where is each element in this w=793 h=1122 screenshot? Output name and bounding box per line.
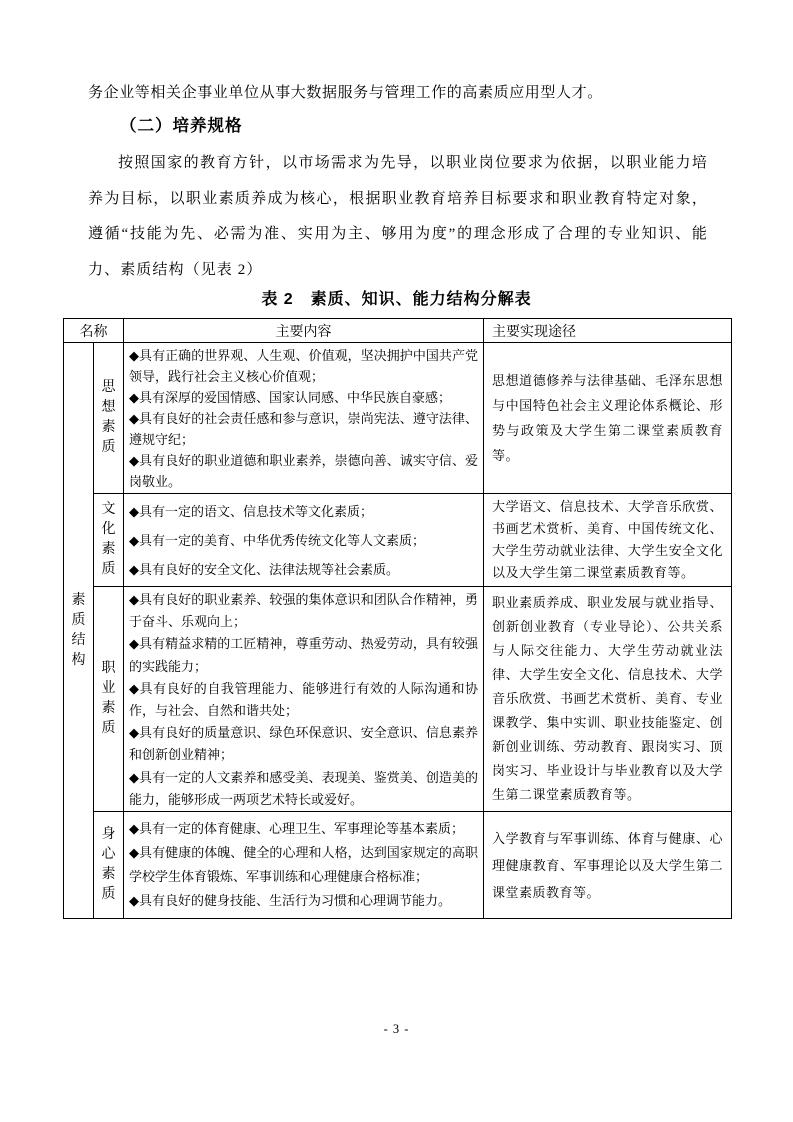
content-cell — [124, 587, 484, 812]
section-heading: （二）培养规格 — [120, 117, 243, 135]
table-title: 表 2 素质、知识、能力结构分解表 — [261, 291, 532, 308]
bullet-item: ◆具有良好的安全文化、法律法规等社会素质。 — [129, 561, 399, 577]
content-cell — [124, 343, 484, 494]
approach-cell — [484, 812, 732, 919]
bullet-item: ◆具有一定的美育、中华优秀传统文化等人文素质； — [129, 532, 425, 548]
category-cell — [94, 343, 124, 494]
quality-structure-table — [63, 318, 732, 919]
category-label: 职业素质 — [101, 661, 116, 736]
group-label-cell — [64, 343, 94, 919]
bullet-item: ◆具有精益求精的工匠精神，尊重劳动、热爱劳动，具有较强的实践能力； — [129, 636, 478, 674]
table-row-ideological-quality — [64, 343, 732, 494]
bullet-item: ◆具有良好的质量意识、绿色环保意识、安全意识、信息素养和创新创业精神； — [129, 725, 478, 763]
category-cell — [94, 494, 124, 587]
body-paragraph: 按照国家的教育方针，以市场需求为先导，以职业岗位要求为依据，以职业能力培养为目标，以职业素质养成为核心，根据职业教育培养目标要求和职业教育特定对象，遵循“技能为先、必需为准、实用为主、够用为度”的理念形成了合理的专业知识、能力、素质结构（见表 2） — [88, 155, 708, 278]
bullet-item: ◆具有健康的体魄、健全的心理和人格，达到国家规定的高职学校学生体育锻炼、军事训练和心理健康合格标准； — [129, 845, 478, 884]
bullet-item: ◆具有良好的职业道德和职业素养，崇德向善、诚实守信、爱岗敬业。 — [129, 453, 478, 489]
category-label: 文化素质 — [101, 502, 116, 577]
bullet-item: ◆具有正确的世界观、人生观、价值观，坚决拥护中国共产党领导，践行社会主义核心价值观； — [129, 348, 478, 384]
bullet-item: ◆具有良好的社会责任感和参与意识，崇尚宪法、遵守法律、遵规守纪； — [129, 411, 478, 447]
approach-text: 大学语文、信息技术、大学音乐欣赏、书画艺术赏析、美育、中国传统文化、大学生劳动就业法律、大学生安全文化以及大学生第二课堂素质教育等。 — [492, 499, 723, 580]
bullet-item: ◆具有一定的人文素养和感受美、表现美、鉴赏美、创造美的能力，能够形成一两项艺术特长或爱好。 — [129, 769, 478, 807]
bullet-list — [129, 589, 478, 809]
header-cell-approach: 主要实现途径 — [484, 319, 732, 343]
content-cell — [124, 494, 484, 587]
approach-text: 思想道德修养与法律基础、毛泽东思想与中国特色社会主义理论体系概论、形势与政策及大学生第二课堂素质教育等。 — [492, 373, 723, 463]
bullet-item: ◆具有良好的健身技能、生活行为习惯和心理调节能力。 — [129, 893, 451, 908]
approach-cell — [484, 494, 732, 587]
bullet-item: ◆具有一定的体育健康、心理卫生、军事理论等基本素质； — [129, 821, 464, 836]
body-paragraph-continuation: 务企业等相关企事业单位从事大数据服务与管理工作的高素质应用型人才。 — [88, 85, 603, 101]
table-row-professional-quality — [64, 587, 732, 812]
header-cell-name: 名称 — [64, 319, 124, 343]
approach-text: 入学教育与军事训练、体育与健康、心理健康教育、军事理论以及大学生第二课堂素质教育等。 — [492, 830, 723, 900]
bullet-item: ◆具有良好的自我管理能力、能够进行有效的人际沟通和协作，与社会、自然和谐共处； — [129, 680, 478, 719]
content-cell — [124, 812, 484, 919]
category-label: 身心素质 — [101, 827, 116, 902]
table-row-cultural-quality — [64, 494, 732, 587]
category-cell — [94, 812, 124, 919]
approach-cell — [484, 587, 732, 812]
table-row-physical-mental-quality — [64, 812, 732, 919]
header-cell-content: 主要内容 — [124, 319, 484, 343]
group-label: 素质结构 — [71, 592, 86, 668]
approach-cell — [484, 343, 732, 494]
bullet-list — [129, 497, 478, 584]
bullet-item: ◆具有一定的语文、信息技术等文化素质； — [129, 503, 373, 519]
category-cell — [94, 587, 124, 812]
page-number: - 3 - — [383, 1022, 410, 1036]
bullet-item: ◆具有深厚的爱国情感、国家认同感、中华民族自豪感； — [129, 390, 451, 405]
bullet-list — [129, 345, 478, 491]
bullet-item: ◆具有良好的职业素养、较强的集体意识和团队合作精神，勇于奋斗、乐观向上； — [129, 592, 478, 630]
bullet-list — [129, 817, 478, 913]
approach-text: 职业素质养成、职业发展与就业指导、创新创业教育（专业导论）、公共关系与人际交往能力、大学生劳动就业法律、大学生安全文化、信息技术、大学音乐欣赏、书画艺术赏析、美育、专业课教学、集中实训、职业技能鉴定、创新创业训练、劳动教育、跟岗实习、顶岗实习、毕业设计与毕业教育以及大学生第二课堂素质教育等。 — [492, 595, 723, 802]
table-header-row — [64, 319, 732, 343]
category-label: 思想素质 — [101, 380, 116, 455]
